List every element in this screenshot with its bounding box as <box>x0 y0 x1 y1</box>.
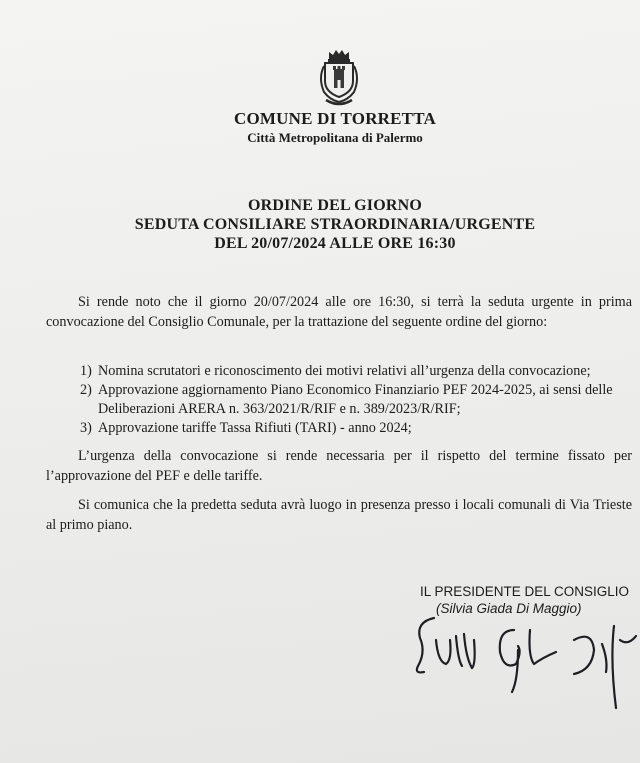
location-paragraph: Si comunica che la predetta seduta avrà luogo in presenza presso i locali comunali di Via Trieste al primo piano. <box>46 497 632 533</box>
agenda-item <box>80 381 635 419</box>
agenda-item-text: Approvazione tariffe Tassa Rifiuti (TARI) - anno 2024; <box>98 420 412 436</box>
handwritten-signature <box>406 600 638 712</box>
urgency-paragraph: L’urgenza della convocazione si rende necessaria per il rispetto del termine fissato per l’approvazione del PEF e delle tariffe. <box>46 448 632 484</box>
signatory-name: (Silvia Giada Di Maggio) <box>436 601 582 616</box>
agenda-item-text: Approvazione aggiornamento Piano Economico Finanziario PEF 2024-2025, ai sensi delle Deliberazioni ARERA n. 363/2021/R/RIF e n. 389/2023/R/RIF; <box>98 382 613 417</box>
session-date-title: DEL 20/07/2024 ALLE ORE 16:30 <box>214 235 456 252</box>
agenda-item-number: 3) <box>80 420 92 436</box>
session-type-title: SEDUTA CONSILIARE STRAORDINARIA/URGENTE <box>134 216 536 233</box>
agenda-list <box>80 362 635 438</box>
municipality-name: COMUNE DI TORRETTA <box>234 109 436 128</box>
municipal-coat-of-arms-icon <box>316 48 362 108</box>
municipality-subtitle: Città Metropolitana di Palermo <box>247 130 423 145</box>
signatory-role: IL PRESIDENTE DEL CONSIGLIO <box>420 584 630 599</box>
intro-paragraph: Si rende noto che il giorno 20/07/2024 alle ore 16:30, si terrà la seduta urgente in prima convocazione del Consiglio Comunale, per la trattazione del seguente ordine del giorno: <box>46 294 632 330</box>
agenda-item-text: Nomina scrutatori e riconoscimento dei motivi relativi all’urgenza della convocazione; <box>98 363 591 379</box>
agenda-title: ORDINE DEL GIORNO <box>247 197 423 214</box>
agenda-item-number: 1) <box>80 363 92 379</box>
agenda-item <box>80 362 635 381</box>
agenda-item <box>80 419 635 438</box>
agenda-item-number: 2) <box>80 382 92 398</box>
